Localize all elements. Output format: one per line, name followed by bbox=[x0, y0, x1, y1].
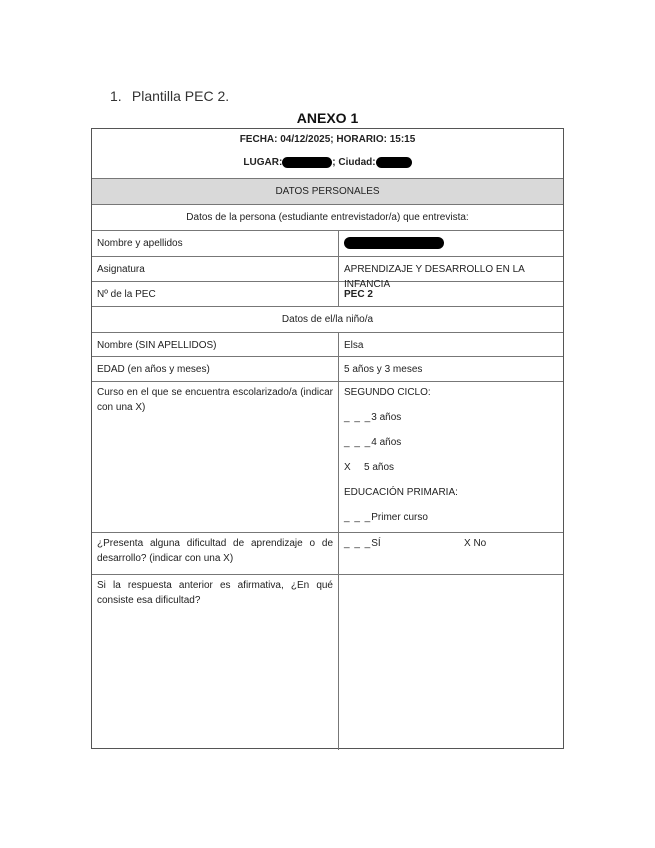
child-caption-row bbox=[92, 307, 563, 333]
child-caption: Datos de el/la niño/a bbox=[281, 314, 374, 325]
asignatura-value: APRENDIZAJE Y DESARROLLO EN LA INFANCIA bbox=[344, 264, 525, 290]
curso-label: Curso en el que se encuentra escolarizado/a (indicar con una X) bbox=[92, 382, 339, 532]
redaction-lugar bbox=[282, 157, 332, 168]
student-caption: Datos de la persona (estudiante entrevistador/a) que entrevista: bbox=[186, 212, 469, 223]
option-4-anos: _ _ _4 años bbox=[344, 437, 402, 448]
student-caption-row bbox=[92, 205, 563, 231]
edad-value: 5 años y 3 meses bbox=[344, 364, 423, 375]
no-option: X No bbox=[464, 538, 487, 549]
form-table bbox=[91, 128, 564, 749]
option-5-anos: X 5 años bbox=[344, 462, 395, 473]
dificultad-label: ¿Presenta alguna dificultad de aprendizaje o de desarrollo? (indicar con una X) bbox=[92, 533, 339, 574]
consiste-label: Si la respuesta anterior es afirmativa, ¿En qué consiste esa dificultad? bbox=[92, 575, 339, 750]
document-title: ANEXO 1 bbox=[296, 110, 359, 126]
pec-value: PEC 2 bbox=[344, 289, 373, 300]
nombre-label: Nombre y apellidos bbox=[92, 231, 339, 256]
table-row bbox=[92, 231, 563, 257]
ciudad-label: ; Ciudad: bbox=[332, 157, 376, 168]
lugar-label: LUGAR: bbox=[243, 157, 283, 168]
redaction-ciudad bbox=[376, 157, 412, 168]
section-header-personal bbox=[92, 179, 563, 205]
option-3-anos: _ _ _3 años bbox=[344, 412, 402, 423]
list-text: Plantilla PEC 2. bbox=[131, 88, 230, 104]
table-row bbox=[92, 357, 563, 382]
table-row bbox=[92, 257, 563, 290]
si-mark: _ _ _ bbox=[344, 538, 372, 549]
table-row bbox=[92, 382, 563, 533]
child-nombre-value: Elsa bbox=[344, 340, 364, 351]
table-row bbox=[92, 333, 563, 357]
pec-label: Nº de la PEC bbox=[92, 282, 339, 306]
asignatura-label: Asignatura bbox=[92, 257, 339, 281]
lugar-line bbox=[97, 155, 558, 170]
option-primer-curso: _ _ _Primer curso bbox=[344, 512, 428, 523]
table-row bbox=[92, 282, 563, 307]
primaria-label: EDUCACIÓN PRIMARIA: bbox=[344, 487, 458, 498]
table-row bbox=[92, 533, 563, 575]
table-row bbox=[92, 575, 563, 750]
section-personal-label: DATOS PERSONALES bbox=[275, 186, 380, 197]
fecha-text: FECHA: 04/12/2025; HORARIO: 15:15 bbox=[239, 134, 416, 145]
si-label: SÍ bbox=[371, 538, 381, 549]
header-row bbox=[92, 129, 563, 179]
curso-options bbox=[339, 382, 563, 532]
list-number: 1. bbox=[110, 88, 122, 104]
redaction-nombre bbox=[344, 237, 444, 249]
list-item-plantilla bbox=[110, 88, 229, 104]
consiste-value bbox=[339, 575, 563, 750]
ciclo-label: SEGUNDO CICLO: bbox=[344, 387, 431, 398]
edad-label: EDAD (en años y meses) bbox=[92, 357, 339, 381]
child-nombre-label: Nombre (SIN APELLIDOS) bbox=[92, 333, 339, 356]
dificultad-options bbox=[339, 533, 563, 574]
